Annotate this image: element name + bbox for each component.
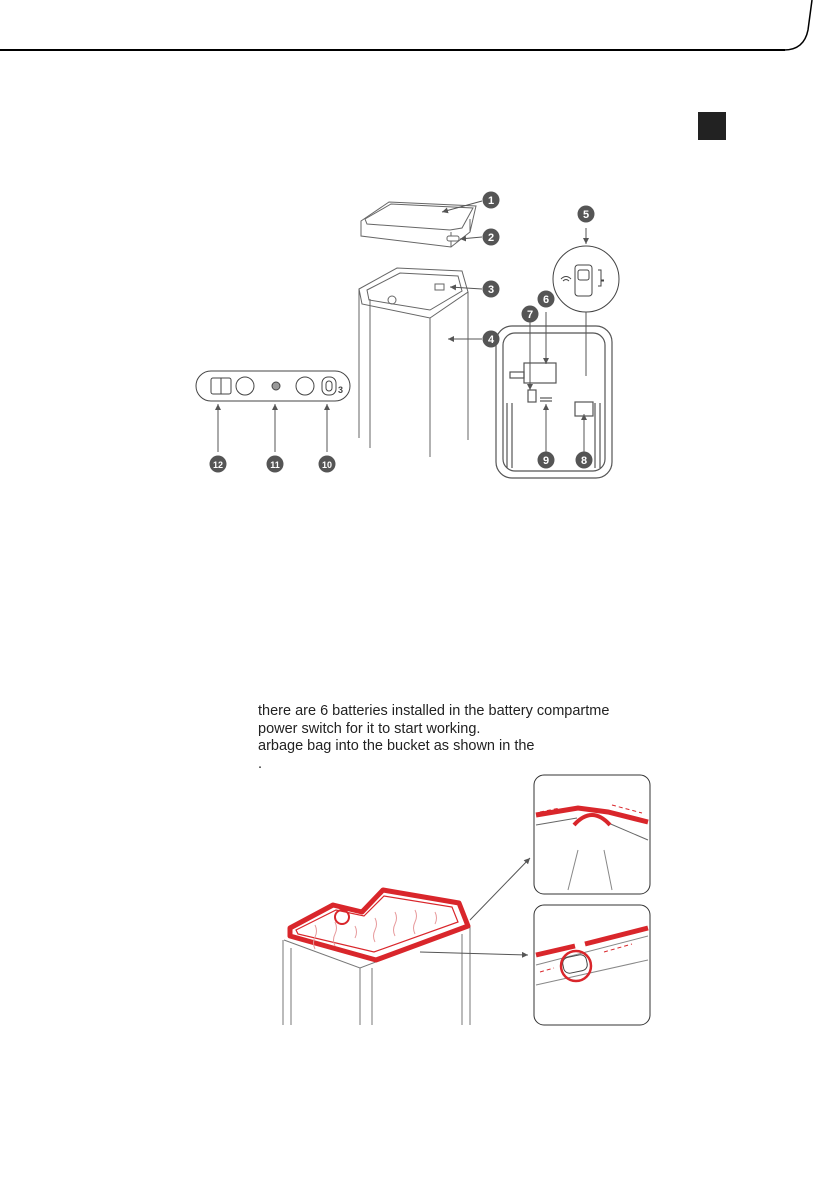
instruction-line-2: power switch for it to start working. — [258, 720, 481, 737]
callout-number-6: 6 — [542, 294, 550, 306]
instructions-text — [258, 703, 678, 773]
callout-number-5: 5 — [582, 209, 590, 221]
parts-diagram — [0, 0, 839, 560]
instruction-line-3: arbage bag into the bucket as shown in the — [258, 738, 535, 754]
callout-number-3: 3 — [487, 284, 495, 296]
control-strip-label: 3 — [338, 385, 344, 395]
instruction-line-4: . — [258, 755, 263, 772]
callout-number-1: 1 — [487, 195, 495, 207]
control-panel-strip — [196, 371, 350, 401]
instruction-line-1: there are 6 batteries installed in the battery compartme — [258, 703, 610, 719]
switch-zoom-circle — [553, 246, 619, 312]
zoom-pointer-bottom — [420, 952, 528, 955]
bin-body-illustration — [359, 268, 468, 457]
callout-number-4: 4 — [487, 334, 495, 346]
callout-number-10: 10 — [321, 460, 333, 470]
zoom-box-top — [534, 775, 650, 894]
callout-number-11: 11 — [270, 460, 280, 470]
zoom-box-bottom — [534, 905, 650, 1025]
lid-illustration — [361, 202, 476, 247]
battery-compartment-illustration — [496, 326, 612, 478]
callout-number-8: 8 — [580, 455, 588, 467]
bin-with-bag-illustration — [283, 890, 470, 1025]
zoom-pointer-top — [470, 858, 530, 920]
callout-number-12: 12 — [212, 460, 224, 470]
callout-number-9: 9 — [542, 455, 550, 467]
callout-number-7: 7 — [526, 309, 534, 321]
callout-number-2: 2 — [487, 232, 495, 244]
